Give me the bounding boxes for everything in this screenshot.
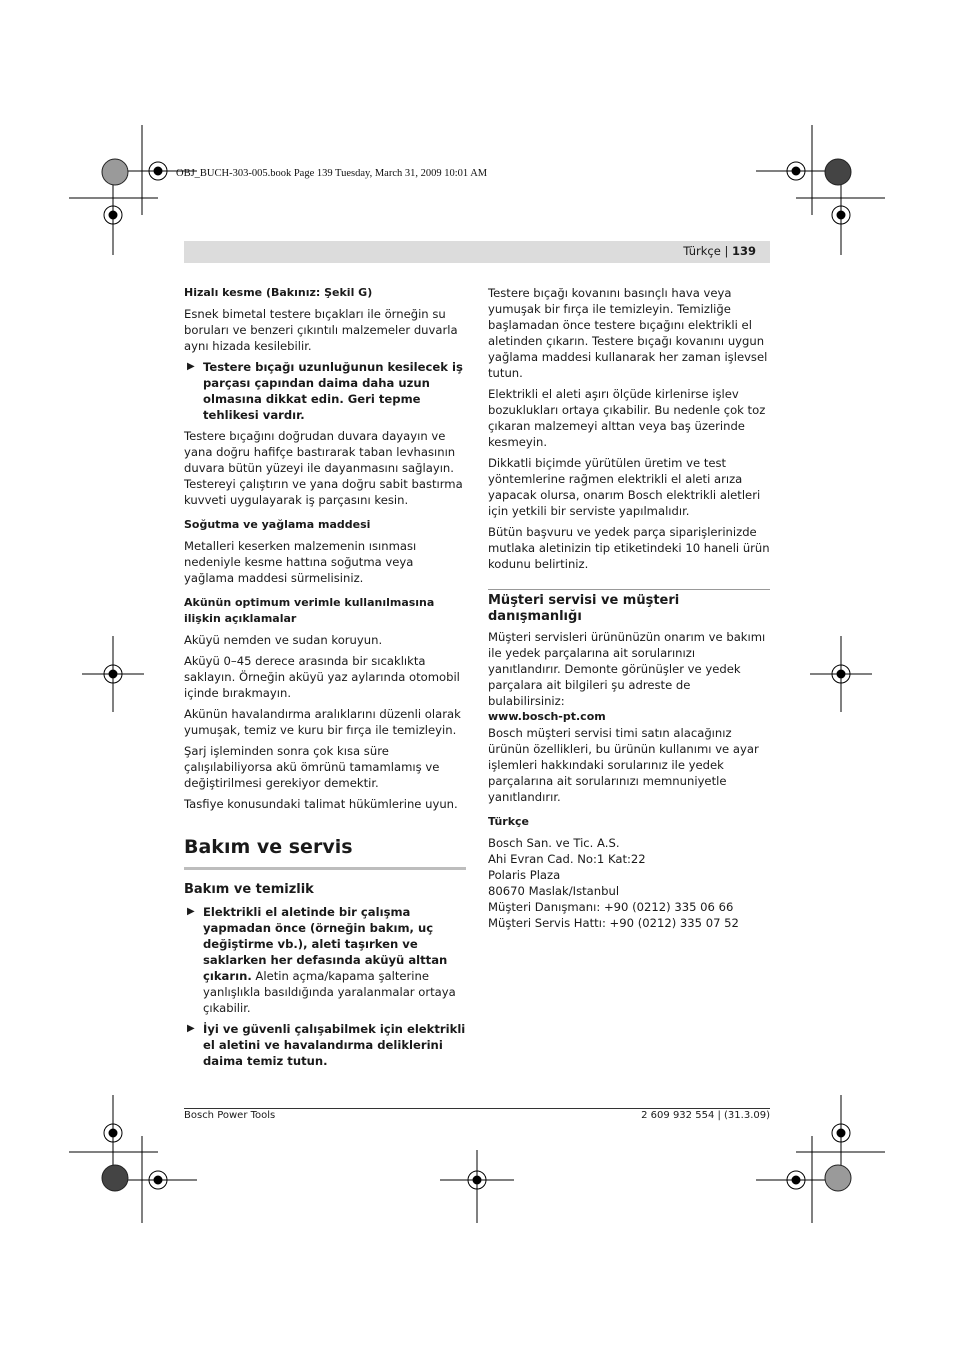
right-column: [488, 285, 770, 577]
bullet-text: Aletin açma/kapama şalterine yanlışlıkla basıldığında yaralanmalar ortaya çıkabilir.: [203, 969, 456, 1015]
website-link[interactable]: www.bosch-pt.com: [488, 710, 606, 723]
paragraph: Aküyü 0–45 derece arasında bir sıcaklıkta saklayın. Örneğin aküyü yaz aylarında otomobil içinde bırakmayın.: [184, 654, 460, 700]
footer-left: Bosch Power Tools: [184, 1110, 276, 1121]
bullet-item: [184, 1021, 466, 1069]
bullet-item: [184, 904, 466, 1016]
divider: [184, 867, 466, 870]
heading-battery: Akünün optimum verimle kullanılmasına ilişkin açıklamalar: [184, 596, 435, 625]
bullet-arrow-icon: ▶: [187, 906, 195, 917]
paragraph: Tasfiye konusundaki talimat hükümlerine uyun.: [184, 797, 458, 811]
heading-customer-service: Müşteri servisi ve müşteri danışmanlığı: [488, 593, 680, 624]
page-header: [184, 241, 770, 263]
address-line: Polaris Plaza: [488, 868, 561, 882]
right-column-customer: [488, 593, 770, 931]
paragraph: Akünün havalandırma aralıklarını düzenli olarak yumuşak, temiz ve kuru bir fırça ile temizleyin.: [184, 707, 461, 737]
bullet-text: Testere bıçağı uzunluğunun kesilecek iş parçası çapından daima daha uzun olmasına dikkat edin. Geri tepme tehlikesi vardır.: [203, 360, 463, 422]
footer-right: 2 609 932 554 | (31.3.09): [641, 1110, 770, 1121]
bullet-text: İyi ve güvenli çalışabilmek için elektrikli el aletini ve havalandırma deliklerini daima temiz tutun.: [203, 1022, 466, 1068]
heading-cooling: Soğutma ve yağlama maddesi: [184, 518, 371, 531]
divider: [488, 589, 770, 590]
paragraph: Elektrikli el aleti aşırı ölçüde kirlenirse işlev bozuklukları ortaya çıkabilir. Bu nedenle çok toz çıkaran malzemeyi alttan veya baş üzerinde kesmeyin.: [488, 387, 766, 449]
paragraph: Şarj işleminden sonra çok kısa süre çalışılabiliyorsa akü ömrünü tamamlamış ve değiştirilmesi gerekiyor demektir.: [184, 744, 440, 790]
paragraph: Esnek bimetal testere bıçakları ile örneğin su boruları ve benzeri çıkıntılı malzemeler duvarla aynı hizada kesilebilir.: [184, 307, 458, 353]
footer-divider: [184, 1108, 770, 1109]
bullet-item: [184, 359, 466, 423]
file-slug: OBJ_BUCH-303-005.book Page 139 Tuesday, March 31, 2009 10:01 AM: [176, 168, 488, 179]
paragraph: Müşteri servisleri ürününüzün onarım ve bakımı ile yedek parçalarına ait sorularınızı yanıtlandırır. Demonte görünüşler ve yedek parçalara ait bilgileri şu adreste de bulabilirsiniz:: [488, 630, 766, 708]
page-number: 139: [731, 244, 756, 258]
paragraph: Bütün başvuru ve yedek parça siparişlerinizde mutlaka aletinizin tip etiketindeki 10 haneli ürün kodunu belirtiniz.: [488, 525, 770, 571]
paragraph: Metalleri keserken malzemenin ısınması nedeniyle kesme hattına soğutma veya yağlama maddesi sürmelisiniz.: [184, 539, 417, 585]
header-language: Türkçe: [683, 244, 721, 258]
paragraph: Testere bıçağı kovanını basınçlı hava veya yumuşak bir fırça ile temizleyin. Temizliğe başlamadan önce testere bıçağını elektrikli el aletinden çıkarın. Testere bıçağı kovanını uygun yağlama maddesi kullanarak her zaman işlevsel tutun.: [488, 286, 768, 380]
bullet-text-bold: Elektrikli el aletinde bir çalışma yapmadan önce (örneğin bakım, uç değiştirme vb.), aleti taşırken ve saklarken her defasında aküyü alttan çıkarın.: [203, 905, 448, 983]
section-service: [184, 836, 466, 870]
header-separator: |: [724, 244, 729, 258]
heading-flush-cut: Hizalı kesme (Bakınız: Şekil G): [184, 286, 373, 299]
paragraph: Dikkatli biçimde yürütülen üretim ve test yöntemlerine rağmen elektrikli el aleti arıza yapacak olursa, onarım Bosch elektrikli aletleri için yetkili bir serviste yapılmalıdır.: [488, 456, 761, 518]
paragraph: Aküyü nemden ve sudan koruyun.: [184, 633, 383, 647]
header-text: [683, 244, 756, 258]
left-column: [184, 285, 466, 817]
bullet-arrow-icon: ▶: [187, 1023, 195, 1034]
phone-line: Müşteri Danışmanı: +90 (0212) 335 06 66: [488, 900, 734, 914]
heading-cleaning: Bakım ve temizlik: [184, 882, 314, 897]
left-column-maintenance: [184, 882, 466, 1074]
heading-country: Türkçe: [488, 815, 530, 828]
bullet-arrow-icon: ▶: [187, 361, 195, 372]
paragraph: Testere bıçağını doğrudan duvara dayayın ve yana doğru hafifçe bastırarak taban levhasının duvara bütün yüzeyi ile dayanmasını sağlayın. Testereyi çalıştırın ve yana doğru sabit bastırma kuvveti uygulayarak iş parçasını kesin.: [184, 429, 463, 507]
address-line: 80670 Maslak/Istanbul: [488, 884, 620, 898]
phone-line: Müşteri Servis Hattı: +90 (0212) 335 07 52: [488, 916, 739, 930]
address-line: Ahi Evran Cad. No:1 Kat:22: [488, 852, 646, 866]
heading-service: Bakım ve servis: [184, 836, 353, 858]
address-line: Bosch San. ve Tic. A.S.: [488, 836, 620, 850]
paragraph: Bosch müşteri servisi timi satın alacağınız ürünün özellikleri, bu ürünün kullanımı ve ayar işlemleri hakkındaki sorularınız ile yedek parçalarına ait sorularınızı memnuniyetle yanıtlandırır.: [488, 726, 759, 804]
